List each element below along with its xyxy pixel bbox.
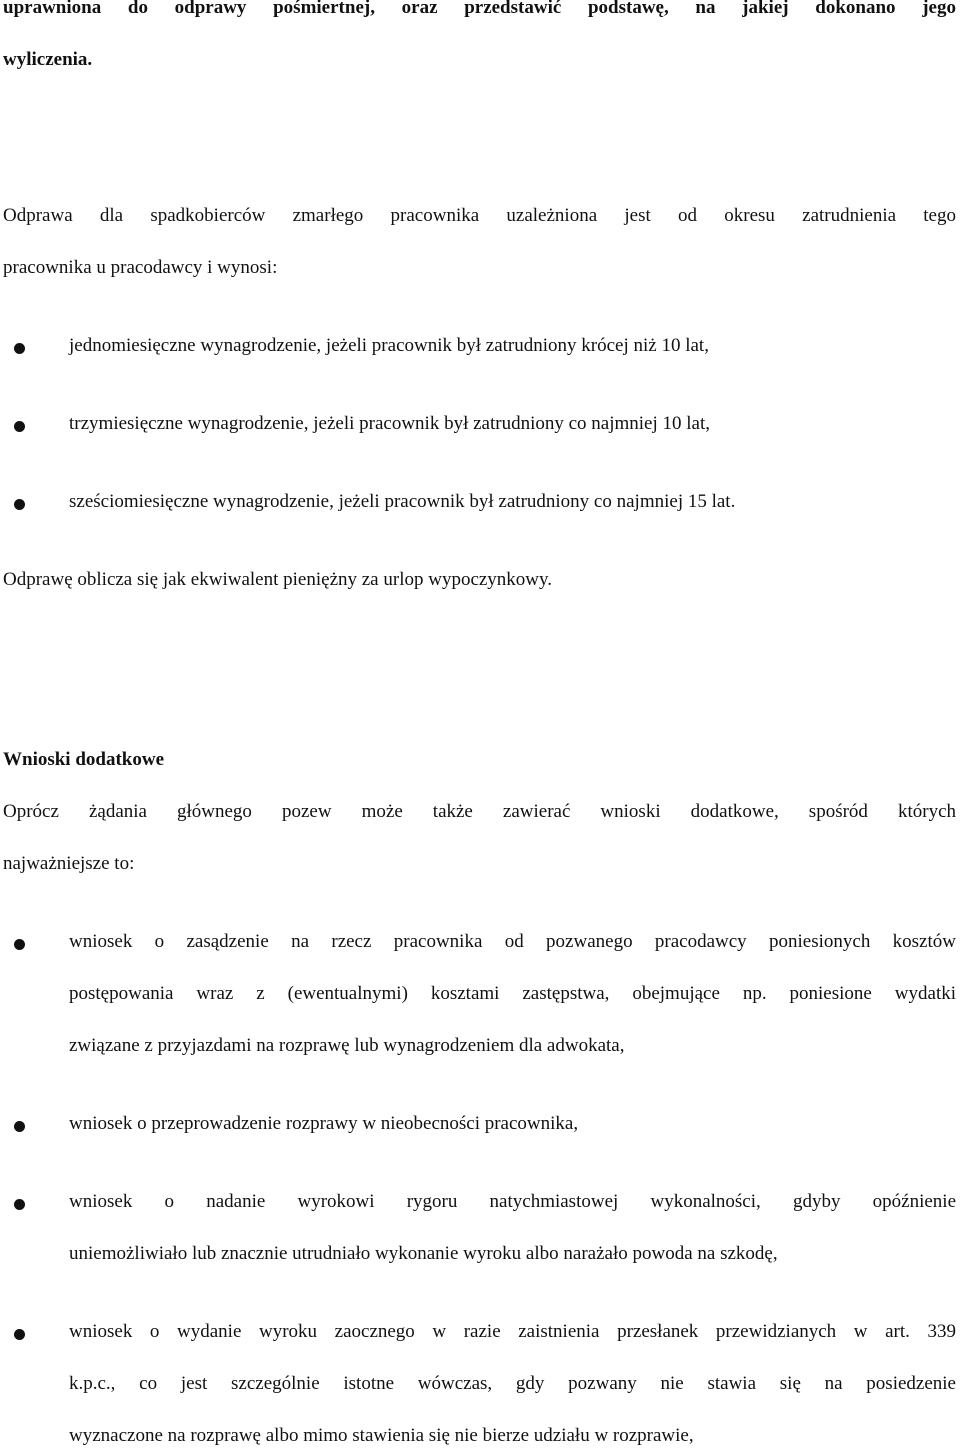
list-item-line: związane z przyjazdami na rozprawę lub wynagrodzeniem dla adwokata,: [69, 1035, 625, 1056]
bullet-icon: [14, 421, 25, 432]
list-item-line: wyznaczone na rozprawę albo mimo stawienia się nie bierze udziału w rozprawie,: [69, 1425, 694, 1446]
bullet-icon: [14, 939, 25, 950]
paragraph-line: uprawniona do odprawy pośmiertnej, oraz przedstawić podstawę, na jakiej dokonano jego: [3, 0, 956, 18]
paragraph-line: najważniejsze to:: [3, 853, 135, 874]
list-item-line: wniosek o wydanie wyroku zaocznego w razie zaistnienia przesłanek przewidzianych w art. 339: [69, 1321, 956, 1342]
note-text: Odprawę oblicza się jak ekwiwalent pieniężny za urlop wypoczynkowy.: [3, 569, 553, 590]
list-item-line: wniosek o nadanie wyrokowi rygoru natychmiastowej wykonalności, gdyby opóźnienie: [69, 1191, 956, 1212]
list-item-line: postępowania wraz z (ewentualnymi) kosztami zastępstwa, obejmujące np. poniesione wydatki: [69, 983, 956, 1004]
list-item-line: k.p.c., co jest szczególnie istotne wówczas, gdy pozwany nie stawia się na posiedzenie: [69, 1373, 956, 1394]
paragraph-line: pracownika u pracodawcy i wynosi:: [3, 257, 278, 278]
bullet-icon: [14, 1199, 25, 1210]
bullet-icon: [14, 343, 25, 354]
list-item: sześciomiesięczne wynagrodzenie, jeżeli pracownik był zatrudniony co najmniej 15 lat.: [69, 491, 736, 512]
paragraph-line: Oprócz żądania głównego pozew może także zawierać wnioski dodatkowe, spośród których: [3, 801, 956, 822]
list-item: jednomiesięczne wynagrodzenie, jeżeli pracownik był zatrudniony krócej niż 10 lat,: [69, 335, 709, 356]
bullet-icon: [14, 1121, 25, 1132]
bullet-icon: [14, 499, 25, 510]
section-heading: Wnioski dodatkowe: [3, 749, 165, 770]
paragraph-line: Odprawa dla spadkobierców zmarłego pracownika uzależniona jest od okresu zatrudnienia tego: [3, 205, 956, 226]
bullet-icon: [14, 1329, 25, 1340]
list-item-line: wniosek o zasądzenie na rzecz pracownika od pozwanego pracodawcy poniesionych kosztów: [69, 931, 956, 952]
list-item-line: uniemożliwiało lub znacznie utrudniało wykonanie wyroku albo narażało powoda na szkodę,: [69, 1243, 778, 1264]
list-item-line: wniosek o przeprowadzenie rozprawy w nieobecności pracownika,: [69, 1113, 579, 1134]
paragraph-line: wyliczenia.: [3, 49, 93, 70]
list-item: trzymiesięczne wynagrodzenie, jeżeli pracownik był zatrudniony co najmniej 10 lat,: [69, 413, 711, 434]
